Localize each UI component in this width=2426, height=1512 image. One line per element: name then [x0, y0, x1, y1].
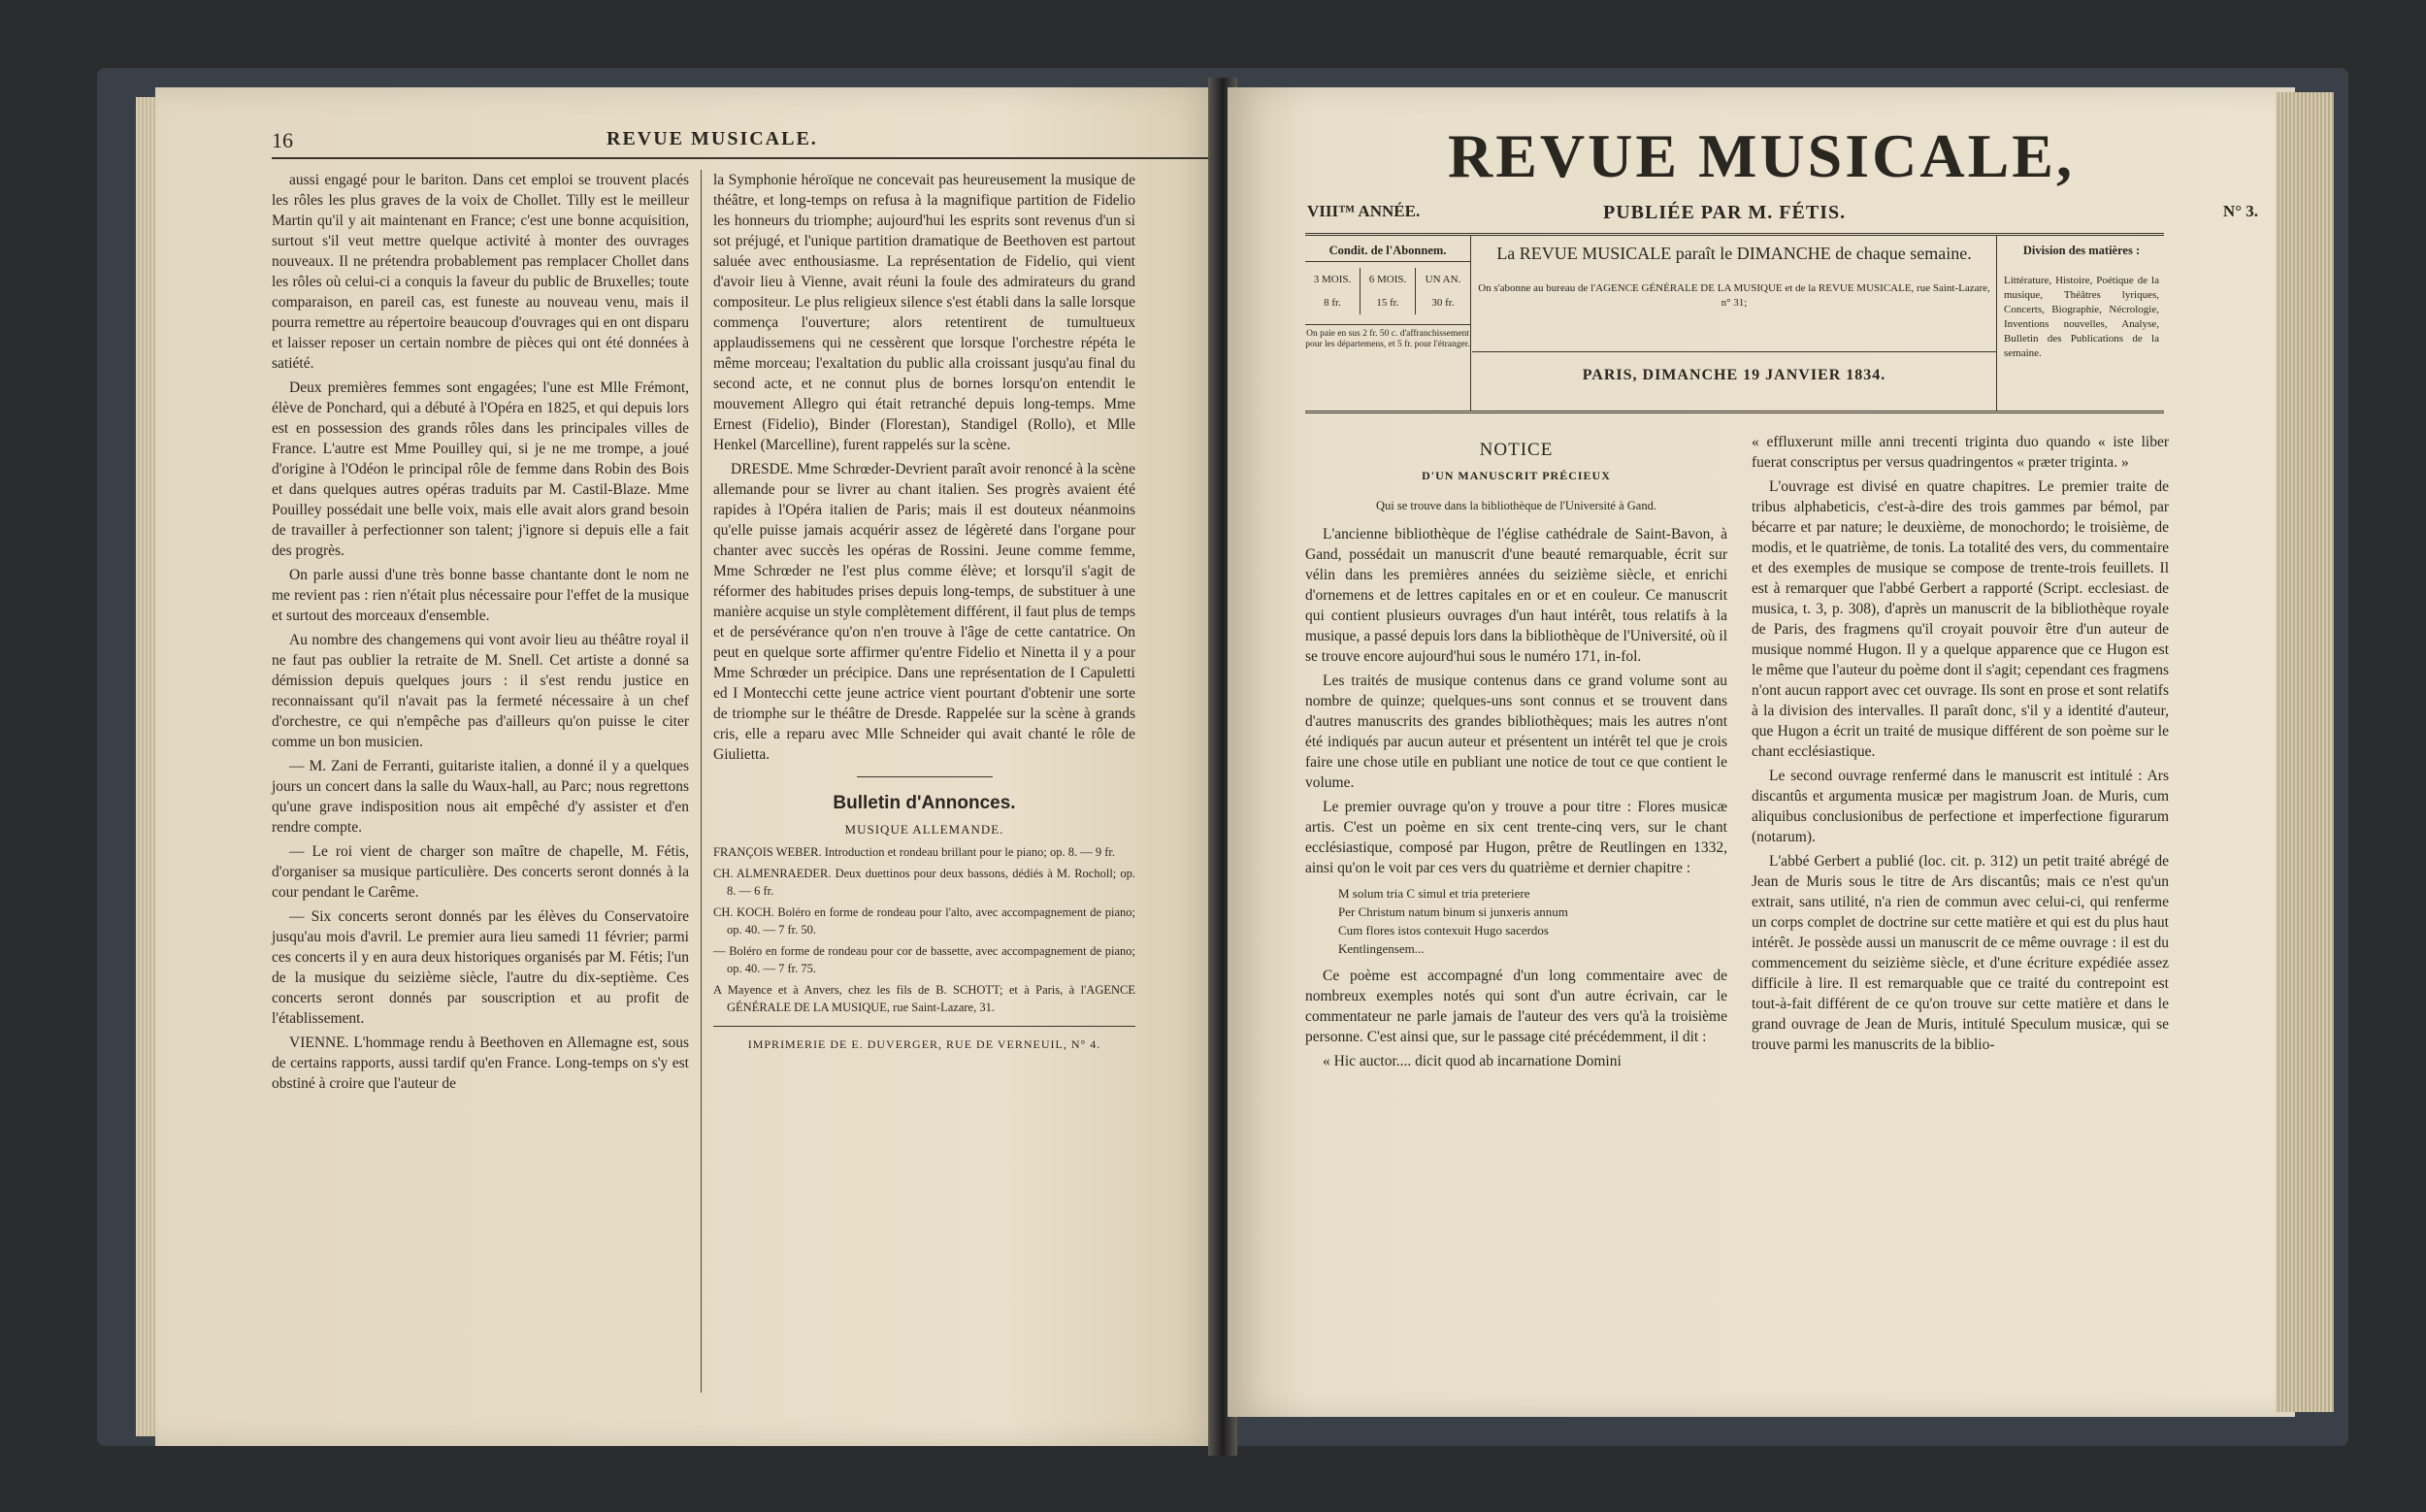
imprint: IMPRIMERIE DE E. DUVERGER, RUE DE VERNEUIL, N° 4.	[713, 1026, 1135, 1055]
right-column-1	[1305, 432, 1727, 1402]
verse-line: Per Christum natum binum si junxeris annum	[1338, 904, 1568, 919]
notice-title: NOTICE	[1479, 440, 1554, 460]
contents-title: Division des matières :	[2022, 244, 2141, 257]
left-page	[155, 87, 1218, 1446]
contents-division	[2000, 236, 2163, 411]
subscription-price: 8 fr.	[1324, 297, 1341, 309]
bulletin-title: Bulletin d'Annonces.	[833, 793, 1016, 813]
running-title: REVUE MUSICALE.	[606, 128, 818, 149]
paragraph: la Symphonie héroïque ne concevait pas heureusement la musique de théâtre, et long-temps on refusa à la magnifique partition de Fidelio les honneurs du triomphe; aujourd'hui les esprits sont revenus d'un si sot préjugé, et l'unique partition dramatique de Beethoven est partout saluée avec enthousiasme. La représentation de Fidelio, qui vient d'avoir lieu à Vienne, avait réuni la foule des admirateurs du grand compositeur. Le plus religieux silence s'est établi dans la salle lorsque commença l'ouverture; alors retentirent de tumultueux applaudissemens qui ne cessèrent que lorsque l'orchestre répéta le même morceau; l'exaltation du public alla croissant jusqu'au final du second acte, et ne connut plus de bornes lorsqu'on entendit le mouvement Allegro qui était retranché depuis long-temps. Mme Ernest (Fidelio), Binder (Florestan), Standigel (Rollo), et Mlle Henkel (Marcelline), furent rappelés sur la scène.	[713, 172, 1135, 453]
subscription-cell	[1361, 268, 1416, 314]
subscription-period: 3 MOIS.	[1313, 274, 1352, 285]
notice-source: Qui se trouve dans la bibliothèque de l'Université à Gand.	[1376, 499, 1656, 512]
paragraph: DRESDE. Mme Schrœder-Devrient paraît avoir renoncé à la scène allemande pour se livrer au chant italien. Ses progrès avaient été rapides à l'Opéra italien de Paris; mais il est douteux néanmoins qu'elle puisse jamais acquérir assez de légèreté dans l'organe pour chanter avec succès les opéras de Rossini. Jeune comme femme, Mme Schrœder ne l'est plus comme élève; et lorsqu'il s'agit de réformer des habitudes prises depuis long-temps, de substituer à une manière acquise un style complètement différent, il faut plus de temps et de persévérance qu'on n'en trouve à l'âge de cette cantatrice. On peut en quelque sorte affirmer qu'entre Fidelio et Ninetta il y a pour Mme Schrœder un précipice. Dans une représentation de I Capuletti ed I Montecchi cette jeune actrice vient pourtant d'obtenir une sorte de triomphe sur le théâtre de Dresde. Rappelée sur la scène à grands cris, elle a reparu avec Mlle Schneider qui avait chanté le rôle de Giulietta.	[713, 461, 1135, 763]
subscription-grid	[1305, 268, 1470, 314]
subscription-period: UN AN.	[1425, 274, 1461, 285]
paragraph: Le second ouvrage renfermé dans le manuscrit est intitulé : Ars discantûs et argumenta musicæ per magistrum Joan. de Muris, cum aliquibus conclusionibus de perfectione et imperfectione figurarum (notarum).	[1752, 768, 2169, 845]
subscription-note: On paie en sus 2 fr. 50 c. d'affranchissement pour les départemens, et 5 fr. pour l'étranger.	[1305, 324, 1470, 350]
paragraph: — Six concerts seront donnés par les élèves du Conservatoire jusqu'au mois d'avril. Le premier aura lieu samedi 11 février; parmi ces concerts il y en aura deux historiques organisés par M. Fétis; l'un de la musique du seizième siècle, l'autre du dix-septième. Ces concerts seront donnés par souscription et au profit de l'établissement.	[272, 908, 689, 1027]
latin-verses	[1305, 884, 1727, 958]
page-number: 16	[272, 128, 293, 152]
publisher-label: PUBLIÉE PAR M. FÉTIS.	[1603, 202, 1847, 223]
subscription-title: Condit. de l'Abonnem.	[1305, 244, 1470, 262]
left-column-1	[272, 170, 689, 1422]
left-page-header	[272, 128, 1218, 159]
paragraph: Les traités de musique contenus dans ce grand volume sont au nombre de quinze; quelques-uns sont connus et se trouvent dans d'autres manuscrits des grandes bibliothèques; mais les autres n'ont été indiqués par aucun auteur et présentent un intérêt tel que je crois faire une chose utile en publiant une notice de tout ce que contient le volume.	[1305, 673, 1727, 791]
verse-line: M solum tria C simul et tria preteriere	[1338, 886, 1530, 901]
left-column-2	[713, 170, 1135, 1422]
contents-list: Littérature, Histoire, Poétique de la musique, Théâtres lyriques, Concerts, Biographie, Nécrologie, Inventions nouvelles, Analyse, Bulletin des Publications de la semaine.	[2004, 275, 2159, 359]
paragraph: « Hic auctor.... dicit quod ab incarnatione Domini	[1323, 1053, 1622, 1069]
issue-info	[1307, 202, 2258, 229]
masthead: REVUE MUSICALE,	[1448, 121, 2075, 190]
annonce-item: CH. ALMENRAEDER. Deux duettinos pour deux bassons, dédiés à M. Rocholl; op. 8. — 6 fr.	[713, 867, 1135, 898]
paragraph: VIENNE. L'hommage rendu à Beethoven en Allemagne est, sous de certains rapports, aussi tardif qu'en France. Long-temps on s'y est obstiné à croire que l'auteur de	[272, 1035, 689, 1092]
subscription-cell	[1416, 268, 1470, 314]
year-label: VIII™ ANNÉE.	[1307, 202, 1421, 220]
notice-subtitle: D'UN MANUSCRIT PRÉCIEUX	[1422, 469, 1611, 482]
right-page	[1228, 87, 2295, 1417]
bulletin-rule	[857, 776, 993, 777]
subscription-cell	[1305, 268, 1361, 314]
paragraph: On parle aussi d'une très bonne basse chantante dont le nom ne me revient pas : rien n'était plus nécessaire pour l'effet de la musique et surtout des morceaux d'ensemble.	[272, 567, 689, 624]
subscription-office: On s'abonne au bureau de l'AGENCE GÉNÉRALE DE LA MUSIQUE et de la REVUE MUSICALE, rue Saint-Lazare, n° 31;	[1478, 282, 1990, 309]
annonce-item: — Boléro en forme de rondeau pour cor de bassette, avec accompagnement de piano; op. 40. — 7 fr. 75.	[713, 944, 1135, 975]
paragraph: L'ancienne bibliothèque de l'église cathédrale de Saint-Bavon, à Gand, possédait un manuscrit d'une beauté remarquable, écrit sur vélin dans les premières années du seizième siècle, et enrichi d'ornemens et de lettres capitales en or et en couleur. Ce manuscrit qui contient plusieurs ouvrages d'un haut intérêt, tous relatifs à la musique, a passé depuis lors dans la bibliothèque de l'Université, où il se trouve encore aujourd'hui sous le numéro 171, in-fol.	[1305, 526, 1727, 665]
publication-info	[1472, 236, 1997, 411]
paragraph: Au nombre des changemens qui vont avoir lieu au théâtre royal il ne faut pas oublier la retraite de M. Snell. Cet artiste a donné sa démission depuis quelques jours : il s'est rendu justice en reconnaissant qu'il n'avait pas la fermeté nécessaire à un chef d'orchestre, ce qui n'empêche pas d'ailleurs qu'on puisse le citer comme un bon musicien.	[272, 632, 689, 750]
paragraph: — M. Zani de Ferranti, guitariste italien, a donné il y a quelques jours un concert dans la salle du Waux-hall, au Parc; nous regrettons qu'une grave indisposition nous ait empêché d'y assister et d'en rendre compte.	[272, 758, 689, 836]
paragraph: — Le roi vient de charger son maître de chapelle, M. Fétis, d'organiser sa musique particulière. Des concerts seront donnés à la cour pendant le Carême.	[272, 843, 689, 901]
verse-line: Kentlingensem...	[1338, 941, 1425, 956]
annonce-item: CH. KOCH. Boléro en forme de rondeau pour l'alto, avec accompagnement de piano; op. 40. — 7 fr. 50.	[713, 905, 1135, 937]
annonce-item: FRANÇOIS WEBER. Introduction et rondeau brillant pour le piano; op. 8. — 9 fr.	[713, 845, 1115, 859]
paragraph: Le premier ouvrage qu'on y trouve a pour titre : Flores musicæ artis. C'est un poème en six cent trente-cinq vers, sur le chant ecclésiastique, composé par Hugon, prêtre de Reutlingen en 1332, ainsi qu'on le voit par ces vers du quatrième et dernier chapitre :	[1305, 799, 1727, 876]
column-rule	[701, 170, 702, 1393]
issue-date: PARIS, DIMANCHE 19 JANVIER 1834.	[1472, 351, 1996, 411]
right-column-2	[1752, 432, 2169, 1402]
annonce-item: A Mayence et à Anvers, chez les fils de B. SCHOTT; et à Paris, à l'AGENCE GÉNÉRALE DE LA MUSIQUE, rue Saint-Lazare, 31.	[713, 983, 1135, 1014]
subscription-price: 30 fr.	[1431, 297, 1455, 309]
issue-number: N° 3.	[2222, 202, 2258, 220]
paragraph: L'ouvrage est divisé en quatre chapitres. Le premier traite de tribus alphabeticis, c'est-à-dire des trois gammes par bémol, par bécarre et par nature; le deuxième, de monochordo; le troisième, de modis, et le quatrième, de tonis. La totalité des vers, du commentaire et des exemples de musique se compose de trente-trois feuillets. Il est à remarquer que l'abbé Gerbert a rapporté (Script. ecclesiast. de musica, t. 3, p. 308), d'après un manuscrit de la bibliothèque royale de Paris, des fragmens qu'il croyait pouvoir être d'un auteur de musique nommé Hugon. Il y a quelque apparence que ce Hugon est le même que l'auteur du poème dont il s'agit; cependant ces fragmens n'ont aucun rapport avec cet ouvrage. Ils sont en prose et sont relatifs à la division des intervalles. Il paraît donc, s'il y a identité d'auteur, que Hugon a écrit un traité de musique différent de son poème sur le chant ecclésiastique.	[1752, 478, 2169, 760]
subscription-conditions	[1305, 236, 1471, 411]
paragraph: Deux premières femmes sont engagées; l'une est Mlle Frémont, élève de Ponchard, qui a débuté à l'Opéra en 1825, et qui depuis lors est en possession des grands rôles dans les principales villes de France. L'autre est Mme Pouilley qui, si je ne me trompe, a joué d'origine à l'Odéon le principal rôle de femme dans Robin des Bois et dans quelques autres opéras traduits par M. Castil-Blaze. Mme Pouilley possédait une belle voix, mais elle avait alors grand besoin de travailler à perfectionner son talent; j'ignore si depuis elle a fait des progrès.	[272, 379, 689, 559]
subscription-price: 15 fr.	[1376, 297, 1399, 309]
paragraph: aussi engagé pour le bariton. Dans cet emploi se trouvent placés les rôles les plus graves de la voix de Chollet. Tilly est le meilleur Martin qu'il y ait maintenant en France; c'est une bonne acquisition, surtout s'il veut mettre quelque activité à monter des ouvrages nouveaux. Il ne prétendra probablement pas remplacer Chollet dans les rôles où celui-ci a conquis la faveur du public de Bruxelles; toute comparaison, en pareil cas, est funeste au nouveau venu, mais il pourra remettre au répertoire beaucoup d'ouvrages qui en ont disparu et laisser reposer un certain nombre de pièces qui ont été données à satiété.	[272, 172, 689, 372]
right-page-edges	[2276, 92, 2334, 1412]
paragraph: L'abbé Gerbert a publié (loc. cit. p. 312) un petit traité abrégé de Jean de Muris sous le titre de Ars discantûs; mais ce n'est qu'un extrait, sans utilité, n'a rien de commun avec celui-ci, qui renferme un corps complet de doctrine sur cette matière et qui est du plus haut intérêt. Je possède aussi un manuscrit de ce même ouvrage : il est du commencement du seizième siècle, et d'une écriture expédiée assez difficile à lire. Il est remarquable que ce traité du contrepoint est tout-à-fait différent de ce qu'on trouve sur cette matière et dans le grand ouvrage de Jean de Muris, intitulé Speculum musicæ, qui se trouve parmi les manuscrits de la biblio-	[1752, 853, 2169, 1053]
subscription-period: 6 MOIS.	[1368, 274, 1407, 285]
bulletin-subtitle: MUSIQUE ALLEMANDE.	[844, 822, 1004, 837]
subscription-box	[1305, 233, 2164, 413]
publication-frequency: La REVUE MUSICALE paraît le DIMANCHE de chaque semaine.	[1496, 244, 1972, 263]
paragraph: Ce poème est accompagné d'un long commentaire avec de nombreux exemples notés qui sont d'un autre écrivain, car le commentateur ne parle jamais de l'auteur des vers qu'à la troisième personne. C'est ainsi que, sur le passage cité précédemment, il dit :	[1305, 968, 1727, 1045]
verse-line: Cum flores istos contexuit Hugo sacerdos	[1338, 923, 1549, 937]
paragraph: « effluxerunt mille anni trecenti triginta duo quando « iste liber fuerat conscriptus per versus quadringentos « præter triginta. »	[1752, 434, 2169, 471]
